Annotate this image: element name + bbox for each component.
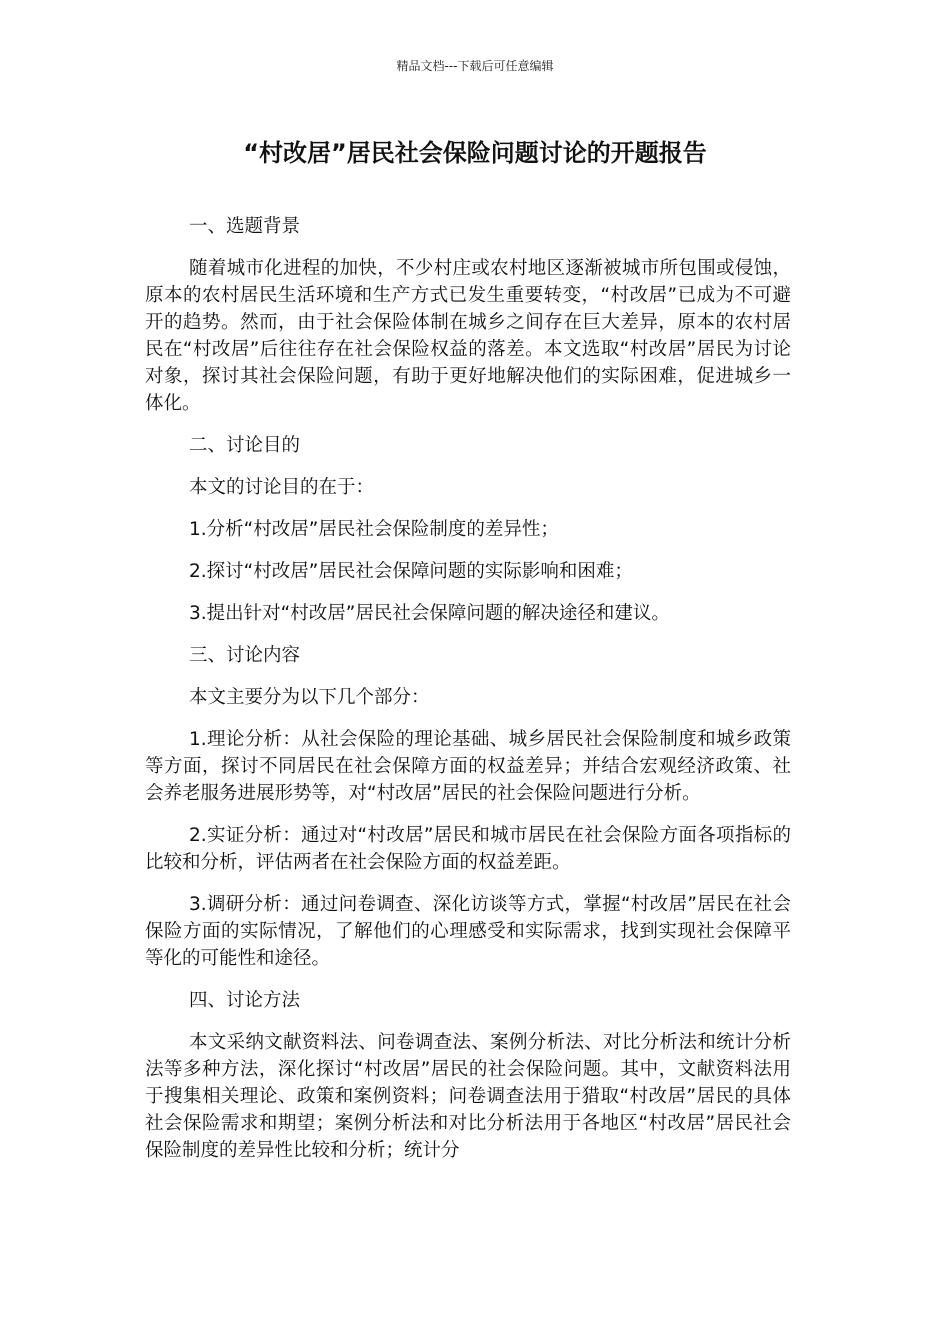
paragraph-content-intro: 本文主要分为以下几个部分： (189, 687, 430, 708)
list-item-content-3: 3.调研分析：通过问卷调查、深化访谈等方式，掌握“村改居”居民在社会保险方面的实际情况，了解他们的心理感受和实际需求，找到实现社会保障平等化的可能性和途径。 (145, 894, 791, 969)
list-item-content-1: 1.理论分析：从社会保险的理论基础、城乡居民社会保险制度和城乡政策等方面，探讨不同居民在社会保障方面的权益差异；并结合宏观经济政策、社会养老服务进展形势等，对“村改居”居民的社会保险问题进行分析。 (145, 729, 791, 804)
section-heading-purpose: 二、讨论目的 (189, 435, 301, 456)
paragraph-background: 随着城市化进程的加快，不少村庄或农村地区逐渐被城市所包围或侵蚀，原本的农村居民生活环境和生产方式已发生重要转变，“村改居”已成为不可避开的趋势。然而，由于社会保险体制在城乡之间存在巨大差异，原本的农村居民在“村改居”后往往存在社会保险权益的落差。本文选取“村改居”居民为讨论对象，探讨其社会保险问题，有助于更好地解决他们的实际困难，促进城乡一体化。 (145, 258, 791, 414)
list-item-purpose-1: 1.分析“村改居”居民社会保险制度的差异性； (189, 519, 559, 540)
section-heading-method: 四、讨论方法 (189, 990, 301, 1011)
document-body (145, 213, 791, 1179)
section-heading-content: 三、讨论内容 (189, 645, 301, 666)
list-item-purpose-2: 2.探讨“村改居”居民社会保障问题的实际影响和困难； (189, 561, 633, 582)
list-item-content-2: 2.实证分析：通过对“村改居”居民和城市居民在社会保险方面各项指标的比较和分析，评估两者在社会保险方面的权益差距。 (145, 825, 791, 873)
section-heading-background: 一、选题背景 (189, 216, 301, 237)
list-item-purpose-3: 3.提出针对“村改居”居民社会保障问题的解决途径和建议。 (189, 603, 670, 624)
page-header: 精品文档---下载后可任意编辑 (396, 59, 554, 73)
document-title: “村改居”居民社会保险问题讨论的开题报告 (243, 139, 707, 167)
paragraph-method: 本文采纳文献资料法、问卷调查法、案例分析法、对比分析法和统计分析法等多种方法，深化探讨“村改居”居民的社会保险问题。其中，文献资料法用于搜集相关理论、政策和案例资料；问卷调查法用于猎取“村改居”居民的具体社会保险需求和期望；案例分析法和对比分析法用于各地区“村改居”居民社会保险制度的差异性比较和分析；统计分 (145, 1032, 791, 1161)
paragraph-purpose-intro: 本文的讨论目的在于： (189, 477, 375, 498)
